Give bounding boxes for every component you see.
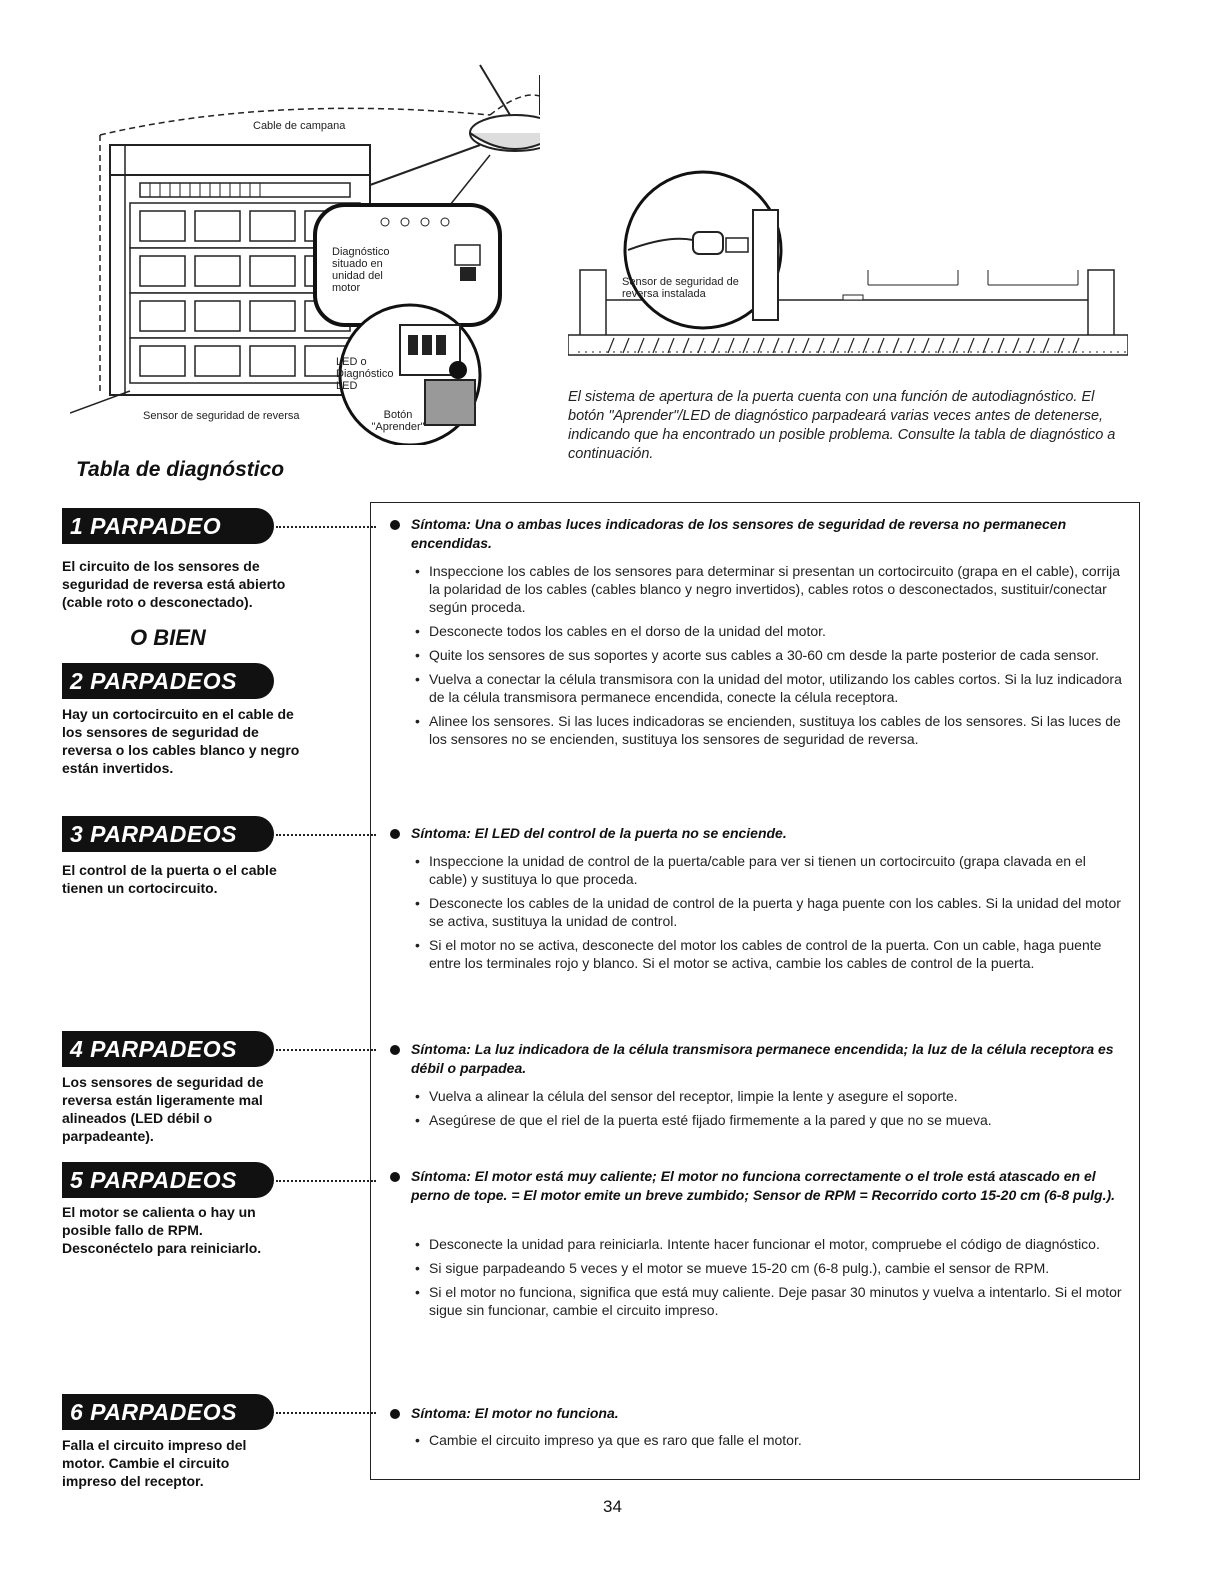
symptom-list-4 — [411, 1235, 1126, 1319]
led-label: LED o Diagnóstico LED — [336, 356, 394, 392]
symptom-1-item: • Vuelva a conectar la célula transmisora con la unidad del motor, utilizando los cables cortos. Si la luz indicadora de la célula transmisora permanece encendida, conecte la célula receptora. — [411, 670, 1126, 706]
symptom-1-item: • Inspeccione los cables de los sensores para determinar si presentan un cortocircuito (grapa en el cable), corrija la polaridad de los cables (cables blanco y negro invertidos), cables rotos o desconectados, sustituir/conectar según proceda. — [411, 562, 1126, 616]
symptom-1-item: • Alinee los sensores. Si las luces indicadoras se encienden, sustituya los cables de los sensores. Si las luces de los sensores no se encienden, sustituya los sensores de seguridad de reversa. — [411, 712, 1126, 748]
page-number: 34 — [603, 1497, 622, 1516]
symptom-3-item: • Vuelva a alinear la célula del sensor del receptor, limpie la lente y asegure el soporte. — [411, 1087, 1126, 1105]
blink-badge-1: 1 PARPADEO — [62, 508, 274, 544]
symptom-title-2: Síntoma: El LED del control de la puerta no se enciende. — [411, 825, 787, 841]
leader-dots-1 — [276, 526, 376, 528]
garage-door-illustration — [70, 55, 540, 445]
symptom-title-3: Síntoma: La luz indicadora de la célula transmisora permanece encendida; la luz de la célula receptora es débil o parpadea. — [411, 1041, 1114, 1076]
blink-condition-3: El control de la puerta o el cable tienen un cortocircuito. — [62, 862, 277, 896]
blink-badge-5: 5 PARPADEOS — [62, 1162, 274, 1198]
symptom-marker-2 — [390, 829, 400, 839]
blink-badge-3: 3 PARPADEOS — [62, 816, 274, 852]
leader-dots-5 — [276, 1180, 376, 1182]
symptom-marker-1 — [390, 520, 400, 530]
symptom-4-item: • Si el motor no funciona, significa que está muy caliente. Deje pasar 30 minutos y vuelva a intentarlo. Si el motor sigue sin funcionar, cambie el circuito impreso. — [411, 1283, 1126, 1319]
symptom-marker-5 — [390, 1409, 400, 1419]
symptom-4-item: • Si sigue parpadeando 5 veces y el motor se mueve 15-20 cm (6-8 pulg.), cambie el sensor de RPM. — [411, 1259, 1126, 1277]
symptom-4-item: • Desconecte la unidad para reiniciarla. Intente hacer funcionar el motor, compruebe el código de diagnóstico. — [411, 1235, 1126, 1253]
learn-button-label: Botón "Aprender" — [371, 409, 425, 433]
symptom-marker-3 — [390, 1045, 400, 1055]
or-label: O BIEN — [130, 625, 206, 650]
blink-condition-1: El circuito de los sensores de seguridad de reversa está abierto (cable roto o desconectado). — [62, 558, 286, 610]
installed-sensor-label: Sensor de seguridad de reversa instalada — [622, 276, 739, 300]
symptom-title-1: Síntoma: Una o ambas luces indicadoras de los sensores de seguridad de reversa no permanecen encendidas. — [411, 516, 1067, 551]
reverse-sensor-label: Sensor de seguridad de reversa — [143, 410, 300, 422]
symptom-list-3 — [411, 1087, 1126, 1129]
symptom-1-item: • Quite los sensores de sus soportes y acorte sus cables a 30-60 cm desde la parte posterior de cada sensor. — [411, 646, 1126, 664]
blink-condition-2: Hay un cortocircuito en el cable de los sensores de seguridad de reversa o los cables blanco y negro están invertidos. — [62, 706, 300, 776]
blink-condition-6: Falla el circuito impreso del motor. Cambie el circuito impreso del receptor. — [62, 1437, 247, 1489]
symptom-3-item: • Asegúrese de que el riel de la puerta esté fijado firmemente a la pared y que no se mueva. — [411, 1111, 1126, 1129]
leader-dots-6 — [276, 1412, 376, 1414]
symptom-1-item: • Desconecte todos los cables en el dorso de la unidad del motor. — [411, 622, 1126, 640]
symptom-list-2 — [411, 852, 1126, 972]
cable-label: Cable de campana — [253, 120, 346, 132]
symptom-list-1 — [411, 562, 1126, 748]
leader-dots-3 — [276, 834, 376, 836]
symptom-5-item: • Cambie el circuito impreso ya que es raro que falle el motor. — [411, 1431, 1126, 1449]
blink-condition-5: El motor se calienta o hay un posible fallo de RPM. Desconéctelo para reiniciarlo. — [62, 1204, 262, 1256]
symptom-title-4: Síntoma: El motor está muy caliente; El motor no funciona correctamente o el trole está atascado en el perno de tope. = El motor emite un breve zumbido; Sensor de RPM = Recorrido corto 15-20 cm (6-8 pulg.). — [411, 1168, 1116, 1203]
section-title: Tabla de diagnóstico — [76, 458, 285, 481]
symptom-2-item: • Inspeccione la unidad de control de la puerta/cable para ver si tienen un cortocircuito (grapa clavada en el cable) y sustituya lo que proceda. — [411, 852, 1126, 888]
figure-caption: El sistema de apertura de la puerta cuenta con una función de autodiagnóstico. El botón "Aprender"/LED de diagnóstico parpadeará varias veces antes de detenerse, indicando que ha encontrado un posible problema. Consulte la tabla de diagnóstico a continuación. — [568, 389, 1116, 462]
symptom-2-item: • Si el motor no se activa, desconecte del motor los cables de control de la puerta. Con un cable, haga puente entre los terminales rojo y blanco. Si el motor se activa, cambie los cables de control de la puerta. — [411, 936, 1126, 972]
sensor-installed-illustration — [568, 170, 1128, 370]
blink-badge-2: 2 PARPADEOS — [62, 663, 274, 699]
leader-dots-4 — [276, 1049, 376, 1051]
symptom-list-5 — [411, 1431, 1126, 1449]
symptom-title-5: Síntoma: El motor no funciona. — [411, 1405, 619, 1421]
blink-condition-4: Los sensores de seguridad de reversa están ligeramente mal alineados (LED débil o parpadeante). — [62, 1074, 264, 1144]
blink-badge-4: 4 PARPADEOS — [62, 1031, 274, 1067]
blink-badge-6: 6 PARPADEOS — [62, 1394, 274, 1430]
diag-location-label: Diagnóstico situado en unidad del motor — [332, 246, 390, 294]
symptom-marker-4 — [390, 1172, 400, 1182]
symptom-2-item: • Desconecte los cables de la unidad de control de la puerta y haga puente con los cables. Si la unidad del motor se activa, sustituya la unidad de control. — [411, 894, 1126, 930]
